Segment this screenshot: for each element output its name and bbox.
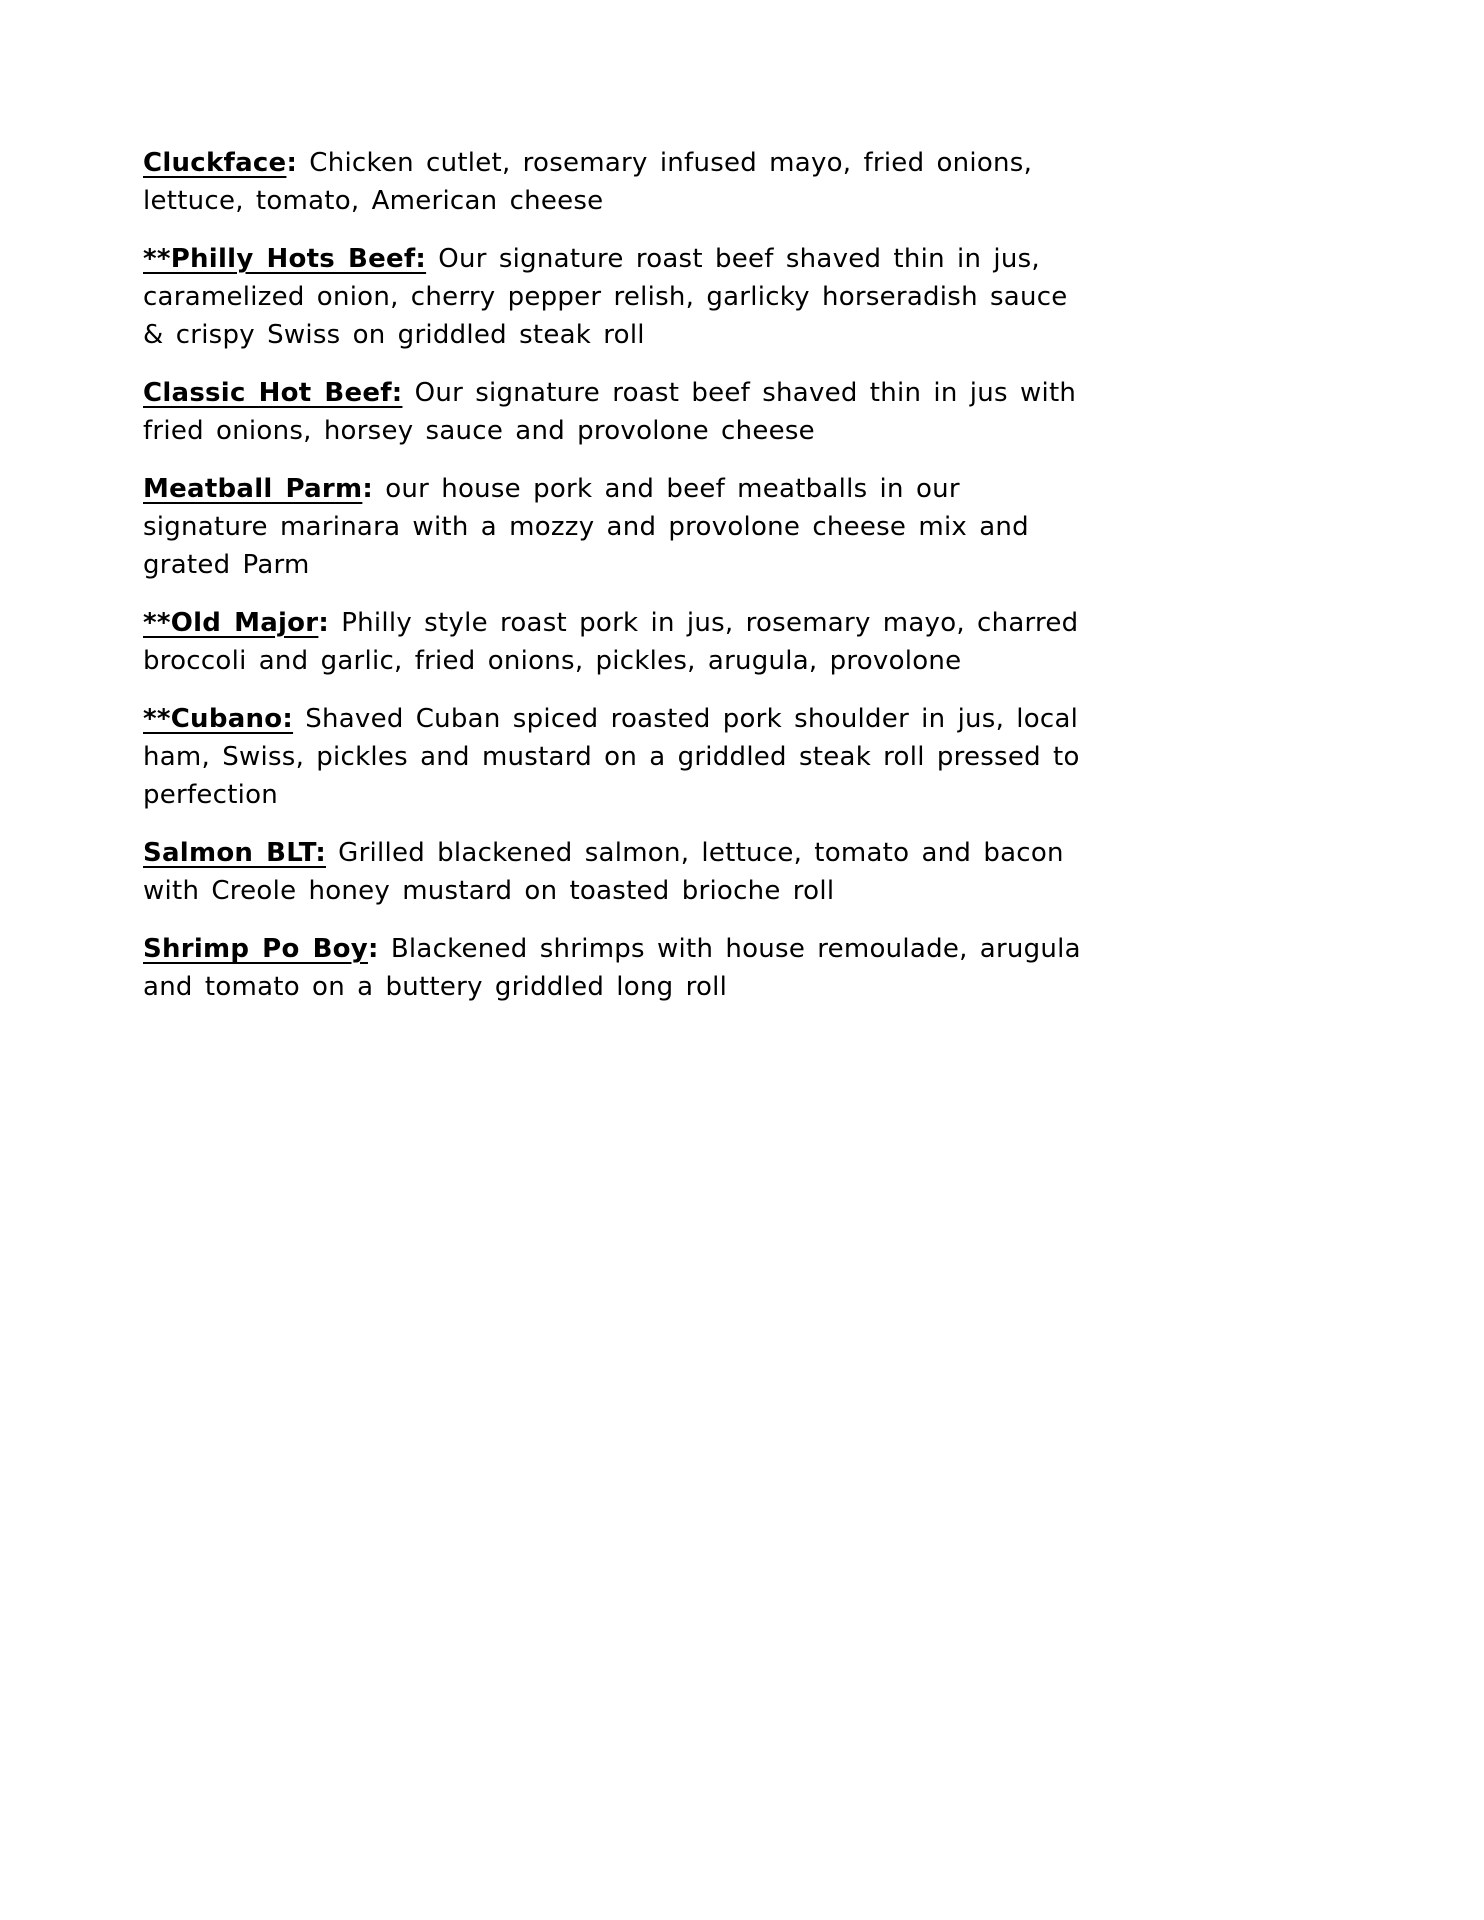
menu-item-name: **Cubano:	[143, 704, 294, 734]
menu-item-name: Salmon BLT:	[143, 838, 326, 868]
menu-item-description: Shaved Cuban spiced roasted pork shoulder in jus, local ham, Swiss, pickles and mustard on a griddled steak roll pressed to perfection	[143, 704, 1080, 810]
menu-item-colon: :	[362, 474, 374, 504]
menu-item-description: Our signature roast beef shaved thin in jus with fried onions, horsey sauce and provolone cheese	[143, 378, 1077, 446]
menu-item-name: Meatball Parm	[143, 474, 363, 504]
menu-item-description: our house pork and beef meatballs in our signature marinara with a mozzy and provolone cheese mix and grated Parm	[143, 474, 1029, 580]
menu-item-shrimp-po-boy	[143, 930, 1083, 1006]
menu-item-description: Chicken cutlet, rosemary infused mayo, fried onions, lettuce, tomato, American cheese	[143, 148, 1033, 216]
menu-text-block	[143, 144, 1083, 1006]
menu-item-name: **Philly Hots Beef:	[143, 244, 427, 274]
menu-item-description: Blackened shrimps with house remoulade, arugula and tomato on a buttery griddled long roll	[143, 934, 1081, 1002]
menu-item-name: Classic Hot Beef:	[143, 378, 403, 408]
menu-item-old-major	[143, 604, 1083, 680]
menu-item-name: Cluckface	[143, 148, 287, 178]
menu-item-classic-hot-beef	[143, 374, 1083, 450]
menu-item-colon: :	[318, 608, 330, 638]
menu-item-description: Our signature roast beef shaved thin in jus, caramelized onion, cherry pepper relish, garlicky horseradish sauce & crispy Swiss on griddled steak roll	[143, 244, 1068, 350]
menu-item-cluckface	[143, 144, 1083, 220]
menu-item-description: Grilled blackened salmon, lettuce, tomato and bacon with Creole honey mustard on toasted brioche roll	[143, 838, 1064, 906]
menu-item-colon: :	[367, 934, 379, 964]
menu-item-meatball-parm	[143, 470, 1083, 584]
menu-item-cubano	[143, 700, 1083, 814]
menu-item-philly-hots-beef	[143, 240, 1083, 354]
menu-item-colon: :	[286, 148, 298, 178]
menu-item-description: Philly style roast pork in jus, rosemary mayo, charred broccoli and garlic, fried onions, pickles, arugula, provolone	[143, 608, 1079, 676]
menu-item-name: **Old Major	[143, 608, 319, 638]
menu-item-salmon-blt	[143, 834, 1083, 910]
menu-item-name: Shrimp Po Boy	[143, 934, 368, 964]
